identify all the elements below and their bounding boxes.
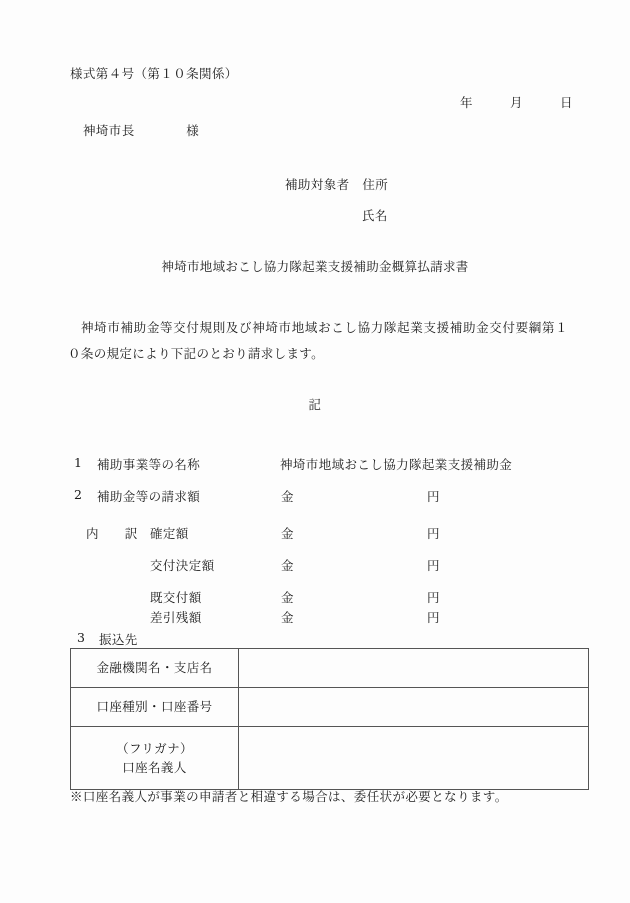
item-label: 補助事業等の名称	[97, 457, 201, 472]
table-input-cell[interactable]	[239, 727, 589, 790]
bank-section-number: 3	[77, 630, 85, 645]
table-input-cell[interactable]	[239, 688, 589, 727]
item-row	[0, 487, 630, 503]
table-header-cell	[71, 688, 239, 727]
breakdown-label: 交付決定額	[150, 558, 215, 573]
ki-marker: 記	[308, 397, 322, 412]
item-value: 神埼市地域おこし協力隊起業支援補助金	[280, 457, 513, 472]
table-row	[71, 727, 589, 790]
table-header-label: 金融機関名・支店名	[96, 660, 213, 676]
table-header-label: 口座名義人	[122, 760, 187, 775]
table-header-cell	[71, 727, 239, 790]
addressee-line: 神埼市長 様	[83, 123, 200, 138]
breakdown-row	[0, 556, 630, 572]
table-header-label: 口座種別・口座番号	[96, 699, 213, 715]
breakdown-row	[0, 588, 630, 604]
table-header-cell	[71, 649, 239, 688]
amount-yen: 円	[427, 558, 440, 573]
breakdown-row	[0, 524, 630, 540]
date-line: 年 月 日	[460, 95, 573, 110]
bank-details-table	[70, 648, 589, 790]
amount-kin: 金	[281, 610, 294, 625]
breakdown-heading: 内 訳	[86, 526, 138, 541]
recipient-address-label: 補助対象者 住所	[285, 177, 389, 192]
amount-yen: 円	[427, 590, 440, 605]
bank-section-heading: 振込先	[99, 632, 138, 647]
page-title: 神埼市地域おこし協力隊起業支援補助金概算払請求書	[161, 259, 469, 274]
amount-kin: 金	[281, 558, 294, 573]
footnote: ※口座名義人が事業の申請者と相違する場合は、委任状が必要となります。	[70, 789, 508, 804]
body-paragraph: 神埼市補助金等交付規則及び神埼市地域おこし協力隊起業支援補助金交付要綱第１０条の規定により下記のとおり請求します。	[68, 320, 568, 361]
amount-yen: 円	[427, 526, 440, 541]
item-row	[0, 455, 630, 471]
item-number: 1	[74, 455, 82, 470]
item-number: 2	[74, 487, 82, 502]
breakdown-label: 既交付額	[150, 590, 202, 605]
table-row	[71, 649, 589, 688]
breakdown-label: 差引残額	[150, 610, 202, 625]
amount-kin: 金	[281, 489, 294, 504]
amount-yen: 円	[427, 489, 440, 504]
table-header-furigana-label: （フリガナ）	[116, 740, 193, 756]
amount-yen: 円	[427, 610, 440, 625]
table-row	[71, 688, 589, 727]
form-number: 様式第４号（第１０条関係）	[70, 66, 238, 81]
breakdown-label: 確定額	[150, 526, 189, 541]
amount-kin: 金	[281, 590, 294, 605]
table-input-cell[interactable]	[239, 649, 589, 688]
recipient-name-label: 氏名	[362, 208, 388, 223]
amount-kin: 金	[281, 526, 294, 541]
breakdown-row	[0, 608, 630, 624]
item-label: 補助金等の請求額	[97, 489, 201, 504]
